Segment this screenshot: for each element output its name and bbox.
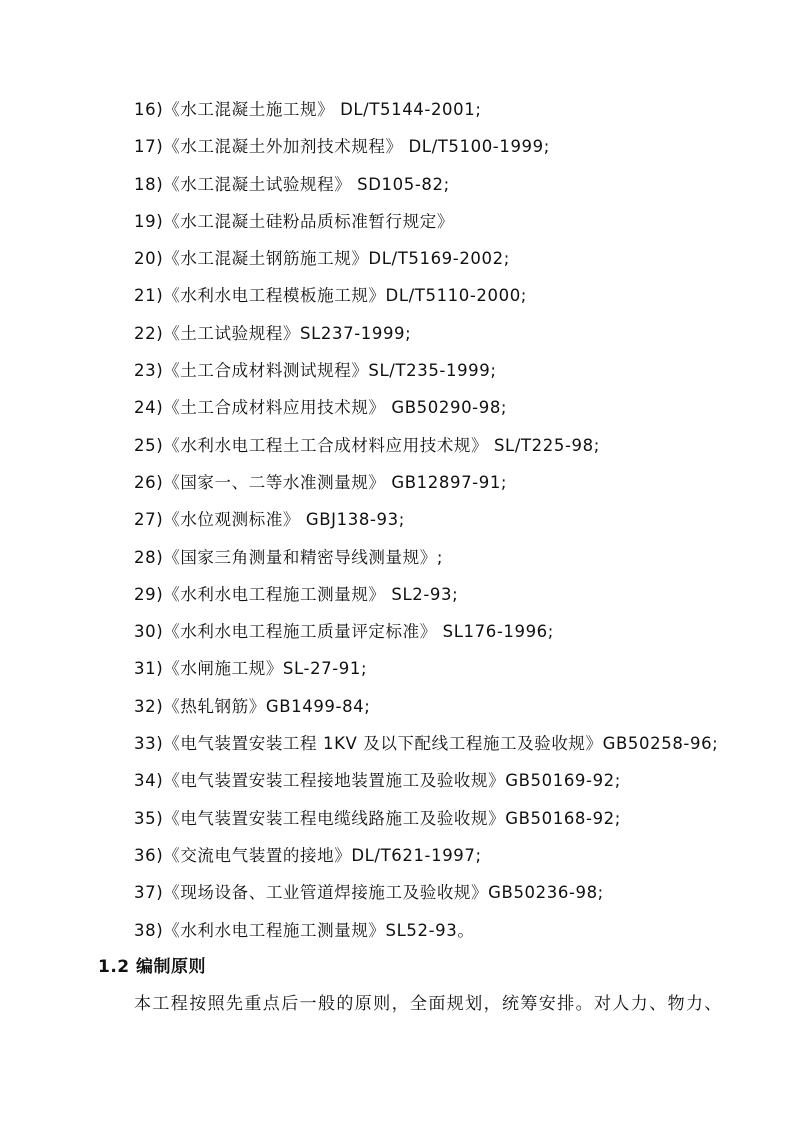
reference-item: 28)《国家三角测量和精密导线测量规》; <box>134 547 443 567</box>
reference-item: 35)《电气装置安装工程电缆线路施工及验收规》GB50168-92; <box>134 808 621 828</box>
reference-item: 32)《热轧钢筋》GB1499-84; <box>134 696 371 716</box>
reference-item: 37)《现场设备、工业管道焊接施工及验收规》GB50236-98; <box>134 883 604 903</box>
reference-item: 29)《水利水电工程施工测量规》 SL2-93; <box>134 584 459 604</box>
reference-item: 23)《土工合成材料测试规程》SL/T235-1999; <box>134 361 497 381</box>
reference-item: 38)《水利水电工程施工测量规》SL52-93。 <box>134 920 475 940</box>
section-heading: 1.2 编制原则 <box>98 957 207 977</box>
reference-item: 19)《水工混凝土硅粉品质标准暂行规定》 <box>134 211 454 231</box>
reference-item: 36)《交流电气装置的接地》DL/T621-1997; <box>134 845 482 865</box>
reference-item: 16)《水工混凝土施工规》 DL/T5144-2001; <box>134 100 482 119</box>
reference-item: 18)《水工混凝土试验规程》 SD105-82; <box>134 174 450 194</box>
reference-item: 27)《水位观测标准》 GBJ138-93; <box>134 510 405 530</box>
reference-item: 17)《水工混凝土外加剂技术规程》 DL/T5100-1999; <box>134 137 550 157</box>
reference-list <box>134 96 718 954</box>
reference-item: 21)《水利水电工程模板施工规》DL/T5110-2000; <box>134 286 527 306</box>
reference-item: 33)《电气装置安装工程 1KV 及以下配线工程施工及验收规》GB50258-96; <box>134 734 719 754</box>
reference-item: 31)《水闸施工规》SL-27-91; <box>134 659 368 679</box>
reference-item: 26)《国家一、二等水准测量规》 GB12897-91; <box>134 472 508 492</box>
reference-item: 25)《水利水电工程土工合成材料应用技术规》 SL/T225-98; <box>134 435 600 455</box>
reference-item: 24)《土工合成材料应用技术规》 GB50290-98; <box>134 398 508 418</box>
section-paragraph: 本工程按照先重点后一般的原则，全面规划，统筹安排。对人力、物力、 <box>134 994 723 1014</box>
reference-item: 20)《水工混凝土钢筋施工规》DL/T5169-2002; <box>134 249 510 269</box>
reference-item: 22)《土工试验规程》SL237-1999; <box>134 323 412 343</box>
reference-item: 30)《水利水电工程施工质量评定标准》 SL176-1996; <box>134 622 554 642</box>
reference-item: 34)《电气装置安装工程接地装置施工及验收规》GB50169-92; <box>134 771 621 791</box>
